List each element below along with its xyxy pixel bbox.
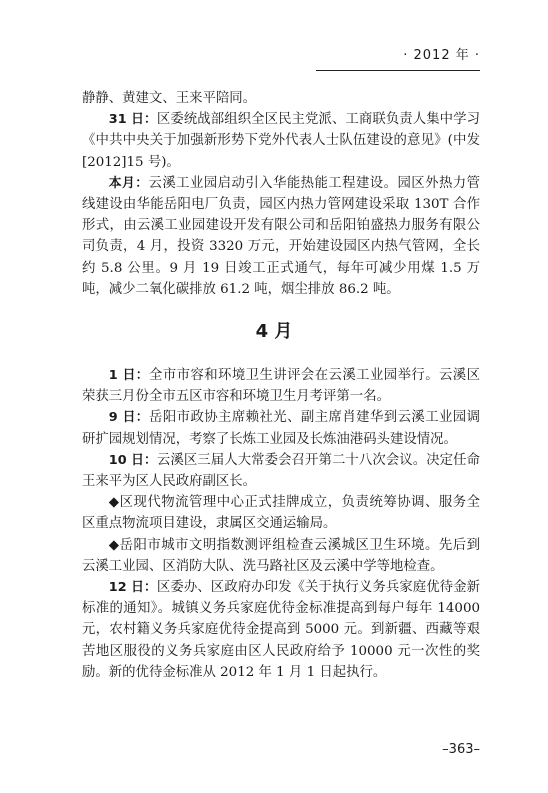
- month-heading: 4 月: [255, 321, 293, 342]
- paragraph: [82, 365, 480, 407]
- page-number: –363–: [442, 742, 480, 757]
- paragraph: [82, 109, 480, 173]
- entry-text: 区委办、区政府办印发《关于执行义务兵家庭优待金新标准的通知》。城镇义务兵家庭优待金标准提高到每户每年 14000 元，农村籍义务兵家庭优待金提高到 5000 元。到新疆、西藏等艰苦地区服役的义务兵家庭由区人民政府给予 10000 元一次性的奖励。新的优待金标准从 2012 年 1 月 1 日起执行。: [82, 580, 481, 680]
- header-rule: [316, 70, 480, 71]
- april-section: [82, 365, 480, 683]
- paragraph: ◆区现代物流管理中心正式挂牌成立，负责统筹协调、服务全区重点物流项目建设，隶属区交通运输局。: [82, 495, 480, 532]
- entry-date: 本月：: [108, 175, 149, 191]
- entry-date: 9 日：: [108, 410, 150, 426]
- paragraph: [82, 450, 480, 492]
- entry-text: 云溪工业园启动引入华能热能工程建设。园区外热力管线建设由华能岳阳电厂负责，园区内热力管网建设采取 130T 合作形式，由云溪工业园建设开发有限公司和岳阳铂盛热力服务有限公司负责，4 月，投资 3320 万元，开始建设园区内热气管网，全长约 5.8 公里。9 月 19 日竣工正式通气，每年可减少用煤 1.5 万吨，减少二氧化碳排放 61.2 吨，烟尘排放 86.2 吨。: [82, 175, 481, 297]
- entry-date: 10 日：: [108, 452, 157, 468]
- entry-date: 1 日：: [108, 368, 150, 383]
- paragraph: [82, 577, 480, 683]
- running-header: · 2012 年 ·: [403, 48, 480, 63]
- entry-date: 31 日：: [108, 112, 157, 128]
- entry-date: 12 日：: [108, 580, 157, 596]
- paragraph: [82, 173, 480, 300]
- paragraph: ◆岳阳市城市文明指数测评组检查云溪城区卫生环境。先后到云溪工业园、区消防大队、洗马路社区及云溪中学等地检查。: [82, 537, 480, 574]
- paragraph: [82, 407, 480, 449]
- entry-text: 全市市容和环境卫生讲评会在云溪工业园举行。云溪区荣获三月份全市五区市容和环境卫生月考评第一名。: [82, 368, 481, 405]
- entry-text: 区委统战部组织全区民主党派、工商联负责人集中学习《中共中央关于加强新形势下党外代表人士队伍建设的意见》(中发[2012]15 号)。: [82, 112, 481, 170]
- entry-text: 岳阳市政协主席赖社光、副主席肖建华到云溪工业园调研扩园规划情况，考察了长炼工业园及长炼油港码头建设情况。: [82, 410, 481, 447]
- paragraph: 静静、黄建文、王来平陪同。: [82, 91, 257, 106]
- entry-text: 云溪区三届人大常委会召开第二十八次会议。决定任命王来平为区人民政府副区长。: [82, 452, 481, 490]
- top-section: [82, 88, 480, 300]
